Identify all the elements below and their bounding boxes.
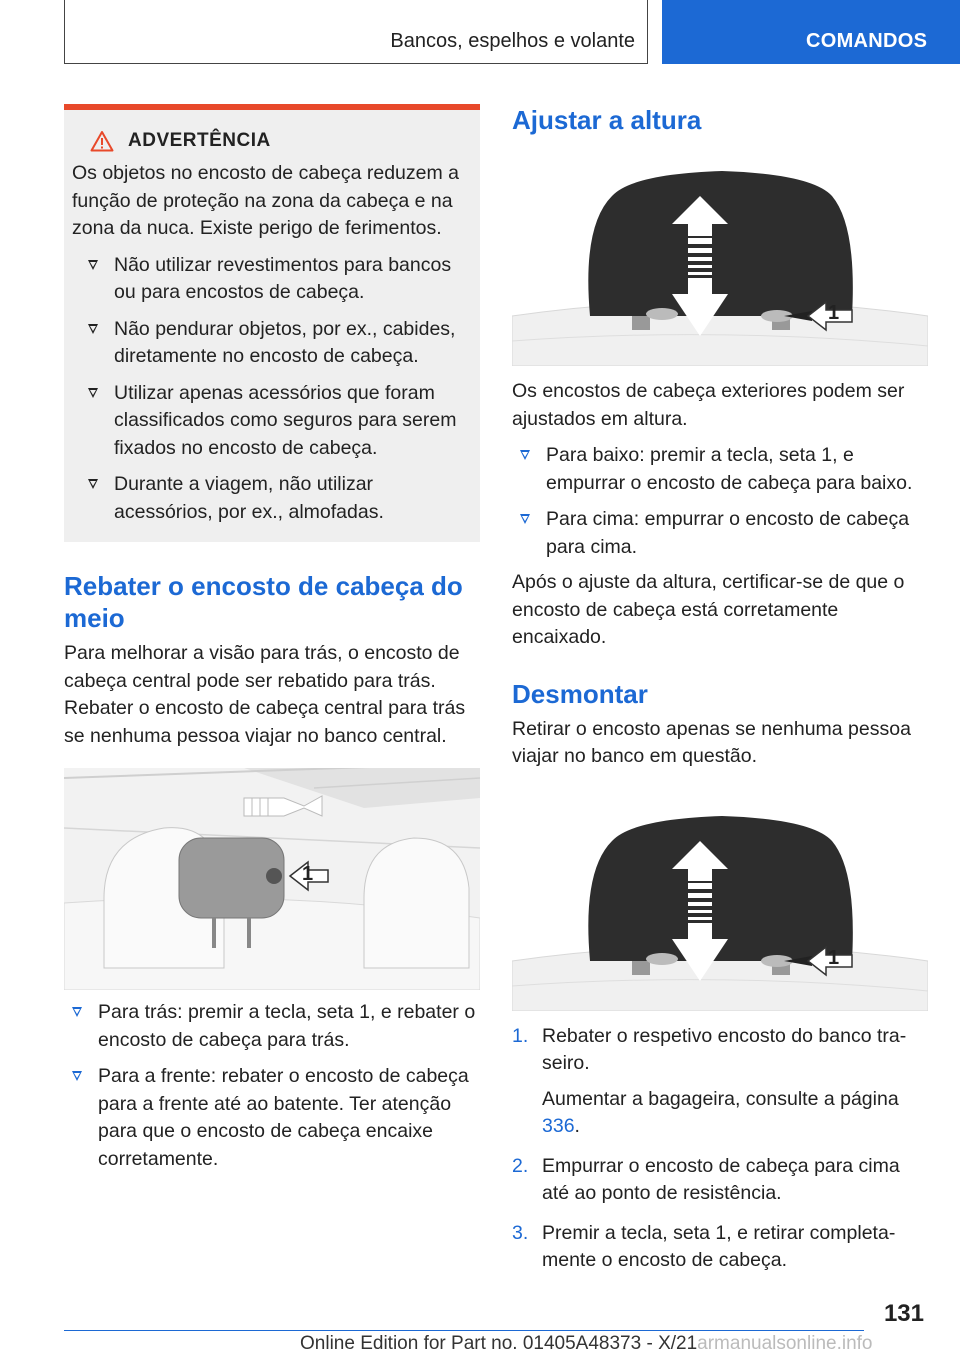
warning-text: Os objetos no encosto de cabeça reduzem a função de proteção na zona da cabeça e na zona da nuca. Existe perigo de ferimentos. (72, 162, 459, 239)
bullet-triangle-icon (520, 514, 530, 524)
headrest-height-illustration (512, 166, 928, 366)
step-note: Aumentar a bagageira, consulte a página 336. (542, 1087, 899, 1137)
warning-list (72, 252, 472, 527)
bullet-triangle-icon (88, 388, 98, 398)
chapter-tab[interactable] (662, 0, 960, 64)
footer-divider (64, 1330, 864, 1331)
remove-heading: Desmontar (512, 678, 648, 709)
page-number: 131 (883, 1300, 924, 1327)
list-item: Não utilizar revestimentos para bancos ou para encostos de cabeça. (80, 252, 472, 307)
page-link[interactable]: 336 (542, 1115, 575, 1137)
callout-number: 1 (302, 863, 314, 885)
remove-text: Retirar o encosto apenas se nenhuma pessoa viajar no banco em questão. (512, 717, 911, 767)
list-item: Para trás: premir a tecla, seta 1, e rebater o encosto de cabeça para trás. (64, 999, 480, 1054)
left-column (64, 104, 480, 1173)
list-item: Para a frente: rebater o encosto de cabeça para a frente até ao batente. Ter atenção para que o encosto de cabeça encaixe corretamente. (64, 1063, 480, 1173)
height-steps-list (512, 442, 928, 561)
rear-seat-headrest-image (64, 768, 480, 990)
footer-edition: Online Edition for Part no. 01405A48373 - X/21armanualsonline.info (300, 1333, 873, 1354)
list-item: 1. Rebater o respetivo encosto do banco traseiro. Aumentar a bagageira, consulte a página 336. (512, 1023, 928, 1141)
watermark-text: armanualsonline.info (697, 1333, 873, 1354)
bullet-triangle-icon (88, 479, 98, 489)
bullet-triangle-icon (88, 260, 98, 270)
right-column (512, 104, 928, 1275)
bullet-triangle-icon (72, 1071, 82, 1081)
bullet-triangle-icon (72, 1007, 82, 1017)
fold-heading: Rebater o encosto de cabeça do meio (64, 571, 463, 633)
rear-seats-illustration (64, 768, 480, 990)
fold-text: Para melhorar a visão para trás, o encosto de cabeça central pode ser rebatido para trás. Rebater o encosto de cabeça central para trás se nenhuma pessoa viajar no banco central. (64, 642, 466, 747)
section-title: Bancos, espelhos e volante (390, 30, 635, 52)
remove-steps-list (512, 1023, 928, 1275)
header-section-box (64, 0, 648, 64)
callout-number: 1 (828, 302, 840, 324)
height-after-text: Após o ajuste da altura, certificar-se de que o encosto de cabeça está corretamente encaixado. (512, 571, 905, 648)
bullet-triangle-icon (88, 324, 98, 334)
list-item: 3. Premir a tecla, seta 1, e retirar completamente o encosto de cabeça. (512, 1221, 896, 1271)
chapter-tab-label: COMANDOS (806, 30, 928, 52)
warning-title: ADVERTÊNCIA (128, 130, 271, 151)
list-item: Para cima: empurrar o encosto de cabeça para cima. (512, 506, 928, 561)
bullet-triangle-icon (520, 450, 530, 460)
headrest-height-image (512, 166, 928, 366)
callout-number: 1 (828, 946, 840, 969)
list-item: 2. Empurrar o encosto de cabeça para cima até ao ponto de resistência. (512, 1154, 900, 1204)
list-item: Utilizar apenas acessórios que foram classificados como seguros para serem fixados no encosto de cabeça. (80, 380, 472, 463)
list-item: Para baixo: premir a tecla, seta 1, e empurrar o encosto de cabeça para baixo. (512, 442, 928, 497)
list-item: Não pendurar objetos, por ex., cabides, diretamente no encosto de cabeça. (80, 316, 472, 371)
warning-box (64, 104, 480, 542)
headrest-remove-image (512, 789, 928, 1011)
warning-triangle-icon (90, 130, 114, 152)
headrest-remove-illustration (512, 789, 928, 1011)
height-heading: Ajustar a altura (512, 105, 702, 135)
list-item: Durante a viagem, não utilizar acessórios, por ex., almofadas. (80, 471, 472, 526)
height-text: Os encostos de cabeça exteriores podem ser ajustados em altura. (512, 380, 905, 430)
fold-steps-list (64, 999, 480, 1173)
